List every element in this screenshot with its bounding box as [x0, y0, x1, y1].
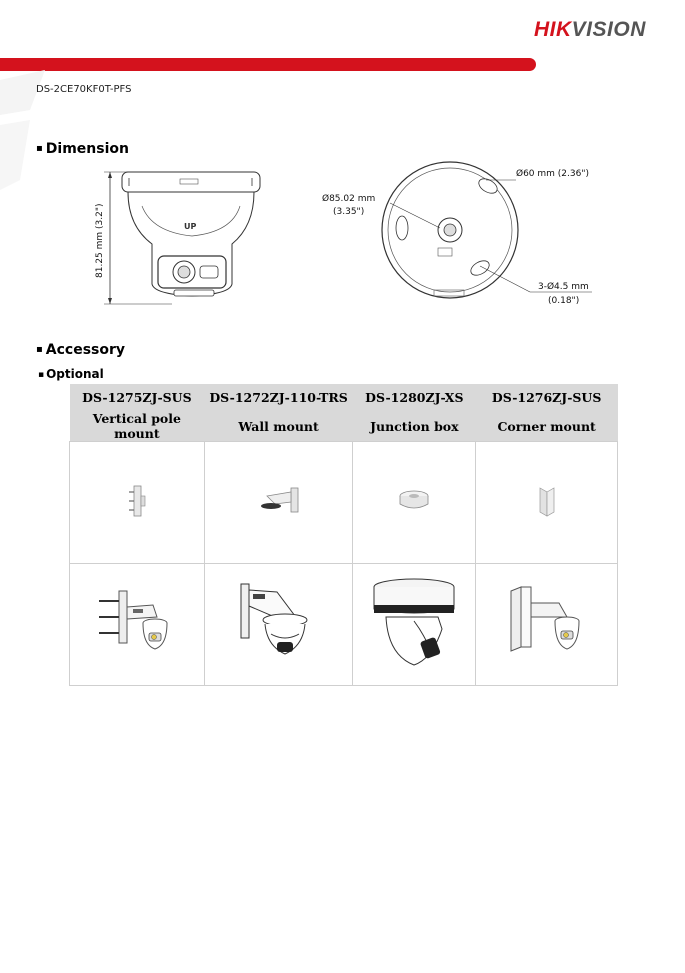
- accessory-name-cell: Corner mount: [476, 411, 618, 442]
- logo-part-hik: HIK: [534, 18, 572, 41]
- dimension-heading: [36, 141, 129, 157]
- corner-mount-install-cell: [476, 564, 618, 686]
- inner-diameter-label: Ø60 mm (2.36"): [516, 169, 589, 179]
- accessory-install-image-row: [70, 564, 618, 686]
- accessory-name-cell: Wall mount: [204, 411, 353, 442]
- camera-bottom-view-drawing: [322, 158, 600, 310]
- accessory-name-cell: Junction box: [353, 411, 476, 442]
- accessory-model-cell: DS-1272ZJ-110-TRS: [204, 384, 353, 411]
- pole-mount-image-cell: [70, 442, 205, 564]
- heading-bullet-icon: ▪: [36, 344, 43, 355]
- corner-mount-with-camera-icon: [507, 583, 587, 663]
- accessory-table: [69, 384, 618, 686]
- model-number: DS-2CE70KF0T-PFS: [36, 84, 132, 95]
- optional-subheading-text: Optional: [46, 367, 104, 381]
- junction-box-install-cell: [353, 564, 476, 686]
- wall-mount-with-camera-icon: [237, 580, 321, 666]
- wall-mount-icon: [257, 486, 301, 516]
- pole-mount-with-camera-icon: [97, 587, 177, 659]
- accessory-name-row: [70, 411, 618, 442]
- optional-subheading: [38, 367, 104, 381]
- hole-diameter-mm-label: 3-Ø4.5 mm: [538, 282, 589, 292]
- hikvision-logo: [534, 18, 646, 42]
- heading-bullet-icon: ▪: [36, 143, 43, 154]
- header-red-bar: [0, 58, 536, 71]
- corner-mount-icon: [536, 484, 558, 518]
- wall-mount-install-cell: [204, 564, 353, 686]
- hole-diameter-inch-label: (0.18"): [548, 296, 580, 306]
- outer-diameter-mm-label: Ø85.02 mm: [322, 194, 376, 204]
- up-label: UP: [184, 222, 197, 231]
- camera-side-view-drawing: [92, 166, 272, 308]
- corner-mount-image-cell: [476, 442, 618, 564]
- junction-box-with-camera-icon: [368, 577, 460, 669]
- junction-box-icon: [396, 488, 432, 514]
- accessory-model-cell: DS-1276ZJ-SUS: [476, 384, 618, 411]
- pole-mount-icon: [127, 484, 147, 518]
- height-dimension-label: 81.25 mm (3.2"): [95, 203, 105, 278]
- accessory-model-cell: DS-1280ZJ-XS: [353, 384, 476, 411]
- accessory-product-image-row: [70, 442, 618, 564]
- logo-part-vision: VISION: [571, 18, 646, 41]
- accessory-model-cell: DS-1275ZJ-SUS: [70, 384, 205, 411]
- subheading-bullet-icon: ▪: [38, 370, 45, 380]
- accessory-heading-text: Accessory: [45, 342, 126, 358]
- dimension-heading-text: Dimension: [45, 141, 129, 157]
- accessory-name-cell: Vertical pole mount: [70, 411, 205, 442]
- pole-mount-install-cell: [70, 564, 205, 686]
- outer-diameter-inch-label: (3.35"): [333, 207, 365, 217]
- accessory-model-row: [70, 384, 618, 411]
- wall-mount-image-cell: [204, 442, 353, 564]
- accessory-heading: [36, 342, 125, 358]
- junction-box-image-cell: [353, 442, 476, 564]
